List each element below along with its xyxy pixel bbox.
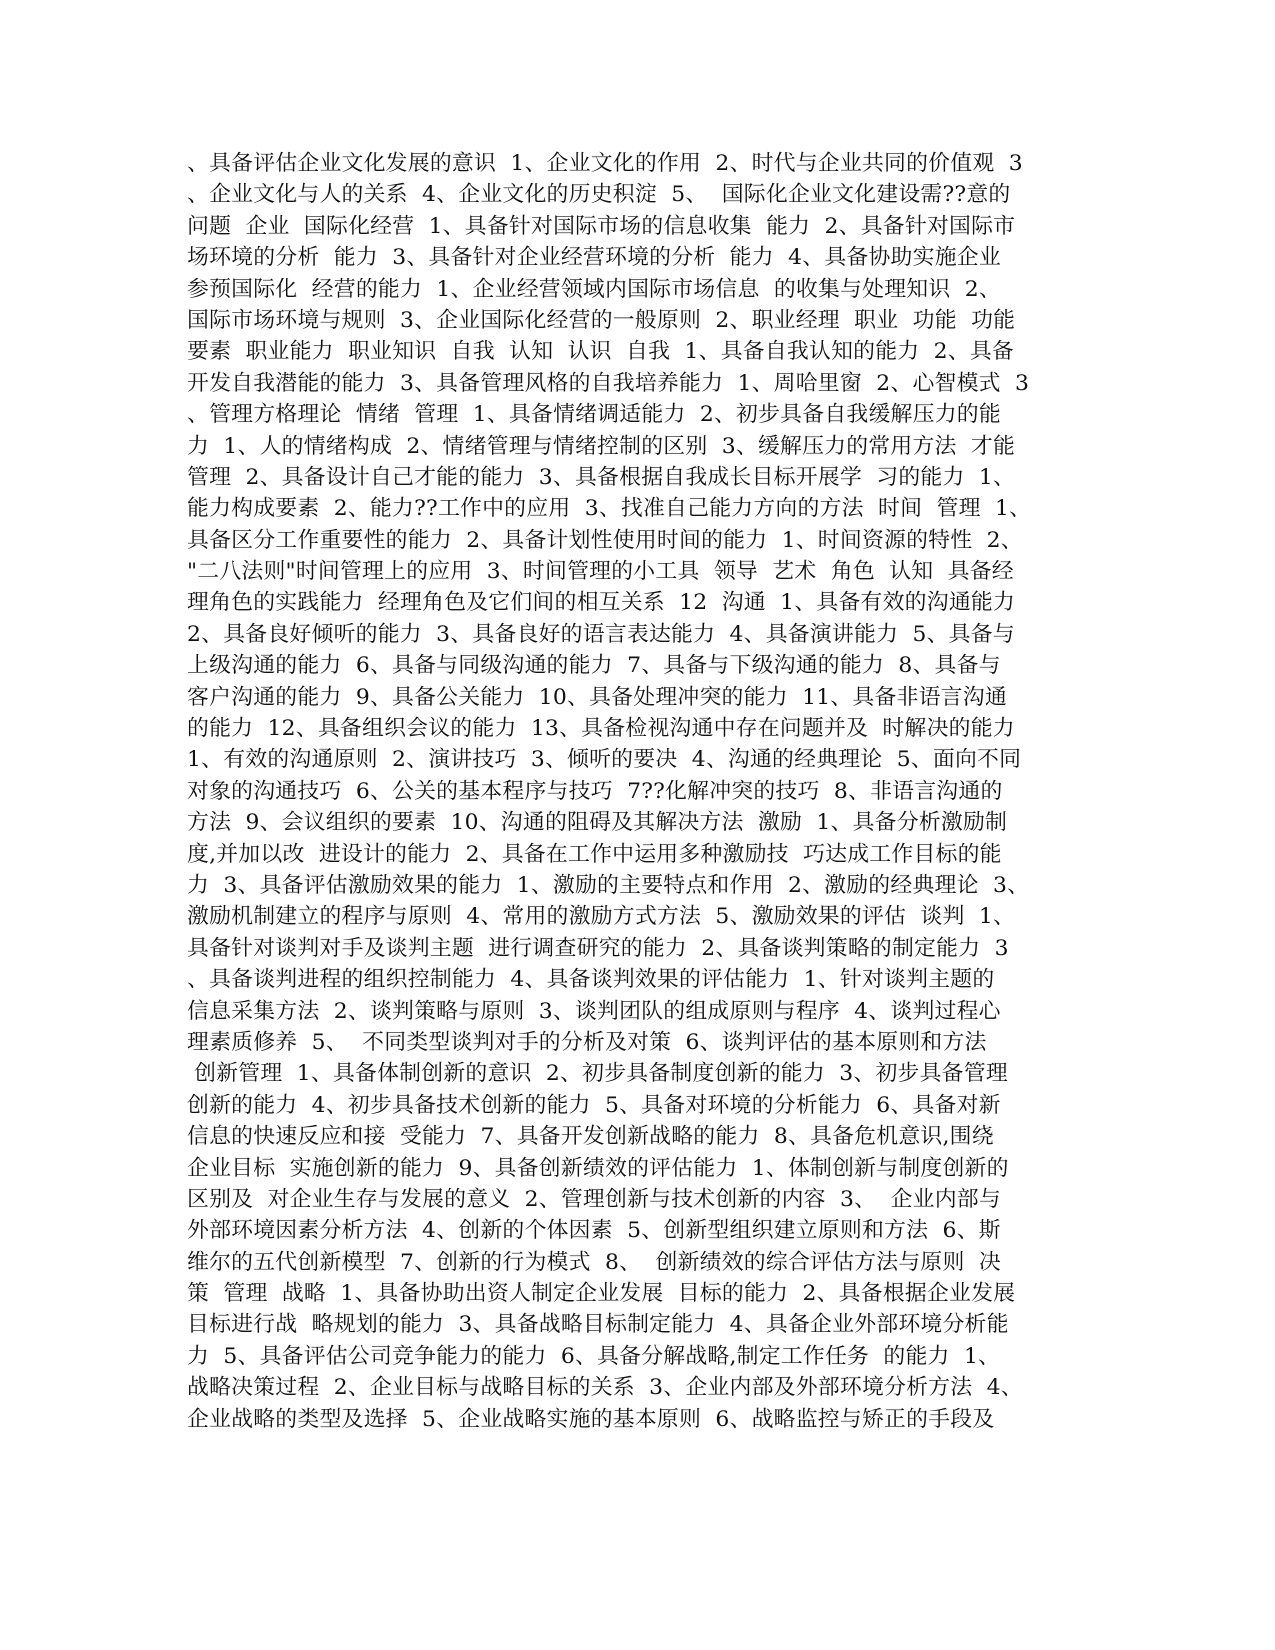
text-line: 维尔的五代创新模型 7、创新的行为模式 8、 创新绩效的综合评估方法与原则 决 — [187, 1249, 1001, 1275]
text-line: 1、有效的沟通原则 2、演讲技巧 3、倾听的要决 4、沟通的经典理论 5、面向不同 — [187, 747, 1022, 773]
text-line: 开发自我潜能的能力 3、具备管理风格的自我培养能力 1、周哈里窗 2、心智模式 3 — [187, 370, 1030, 396]
text-line: 企业目标 实施创新的能力 9、具备创新绩效的评估能力 1、体制创新与制度创新的 — [187, 1155, 1009, 1181]
text-line: 、管理方格理论 情绪 管理 1、具备情绪调适能力 2、初步具备自我缓解压力的能 — [187, 402, 1001, 428]
text-line: 参预国际化 经营的能力 1、企业经营领域内国际市场信息 的收集与处理知识 2、 — [187, 276, 1001, 302]
text-line: 战略决策过程 2、企业目标与战略目标的关系 3、企业内部及外部环境分析方法 4、 — [187, 1375, 1023, 1401]
text-line: 要素 职业能力 职业知识 自我 认知 认识 自我 1、具备自我认知的能力 2、具备 — [187, 339, 1015, 365]
text-line: 具备区分工作重要性的能力 2、具备计划性使用时间的能力 1、时间资源的特性 2、 — [187, 527, 1023, 553]
text-line: 对象的沟通技巧 6、公关的基本程序与技巧 7??化解冲突的技巧 8、非语言沟通的 — [187, 778, 1003, 804]
text-line: 、具备评估企业文化发展的意识 1、企业文化的作用 2、时代与企业共同的价值观 3 — [187, 151, 1023, 176]
text-line: 区别及 对企业生存与发展的意义 2、管理创新与技术创新的内容 3、 企业内部与 — [187, 1186, 1001, 1212]
text-line: 度,并加以改 进设计的能力 2、具备在工作中运用多种激励技 巧达成工作目标的能 — [187, 841, 1002, 867]
text-line: 策 管理 战略 1、具备协助出资人制定企业发展 目标的能力 2、具备根据企业发展 — [187, 1281, 1016, 1307]
text-line: 问题 企业 国际化经营 1、具备针对国际市场的信息收集 能力 2、具备针对国际市 — [187, 213, 1016, 239]
text-line: "二八法则"时间管理上的应用 3、时间管理的小工具 领导 艺术 角色 认知 具备经 — [187, 559, 1014, 585]
text-line: 具备针对谈判对手及谈判主题 进行调查研究的能力 2、具备谈判策略的制定能力 3 — [187, 935, 1009, 961]
text-line: 理素质修养 5、 不同类型谈判对手的分析及对策 6、谈判评估的基本原则和方法 — [187, 1029, 987, 1055]
text-line: 方法 9、会议组织的要素 10、沟通的阻碍及其解决方法 激励 1、具备分析激励制 — [187, 810, 1008, 836]
text-line: 的能力 12、具备组织会议的能力 13、具备检视沟通中存在问题并及 时解决的能力 — [187, 716, 1015, 742]
text-line: 力 1、人的情绪构成 2、情绪管理与情绪控制的区别 3、缓解压力的常用方法 才能 — [187, 433, 1016, 459]
text-line: 创新管理 1、具备体制创新的意识 2、初步具备制度创新的能力 3、初步具备管理 — [187, 1061, 1008, 1087]
body-text — [187, 148, 1087, 1435]
text-line: 理角色的实践能力 经理角色及它们间的相互关系 12 沟通 1、具备有效的沟通能力 — [187, 590, 1016, 616]
text-line: 、企业文化与人的关系 4、企业文化的历史积淀 5、 国际化企业文化建设需??意的 — [187, 182, 1011, 208]
text-line: 客户沟通的能力 9、具备公关能力 10、具备处理冲突的能力 11、具备非语言沟通 — [187, 684, 1007, 710]
text-line: 信息的快速反应和接 受能力 7、具备开发创新战略的能力 8、具备危机意识,围绕 — [187, 1124, 994, 1150]
text-line: 国际市场环境与规则 3、企业国际化经营的一般原则 2、职业经理 职业 功能 功能 — [187, 307, 1016, 333]
text-line: 力 3、具备评估激励效果的能力 1、激励的主要特点和作用 2、激励的经典理论 3、 — [187, 872, 1030, 898]
text-line: 场环境的分析 能力 3、具备针对企业经营环境的分析 能力 4、具备协助实施企业 — [187, 245, 1001, 271]
text-line: 外部环境因素分析方法 4、创新的个体因素 5、创新型组织建立原则和方法 6、斯 — [187, 1218, 1001, 1244]
text-line: 管理 2、具备设计自己才能的能力 3、具备根据自我成长目标开展学 习的能力 1、 — [187, 464, 1016, 490]
text-line: 信息采集方法 2、谈判策略与原则 3、谈判团队的组成原则与程序 4、谈判过程心 — [187, 998, 1001, 1024]
text-line: 、具备谈判进程的组织控制能力 4、具备谈判效果的评估能力 1、针对谈判主题的 — [187, 967, 995, 993]
text-line: 力 5、具备评估公司竞争能力的能力 6、具备分解战略,制定工作任务 的能力 1、 — [187, 1343, 1001, 1369]
text-line: 创新的能力 4、初步具备技术创新的能力 5、具备对环境的分析能力 6、具备对新 — [187, 1092, 1001, 1118]
text-line: 能力构成要素 2、能力??工作中的应用 3、找准自己能力方向的方法 时间 管理 1、 — [187, 496, 1032, 522]
text-line: 2、具备良好倾听的能力 3、具备良好的语言表达能力 4、具备演讲能力 5、具备与 — [187, 621, 1015, 647]
text-line: 激励机制建立的程序与原则 4、常用的激励方式方法 5、激励效果的评估 谈判 1、 — [187, 904, 1016, 930]
text-line: 上级沟通的能力 6、具备与同级沟通的能力 7、具备与下级沟通的能力 8、具备与 — [187, 653, 1001, 679]
text-line: 企业战略的类型及选择 5、企业战略实施的基本原则 6、战略监控与矫正的手段及 — [187, 1406, 995, 1432]
text-line: 目标进行战 略规划的能力 3、具备战略目标制定能力 4、具备企业外部环境分析能 — [187, 1312, 1009, 1338]
